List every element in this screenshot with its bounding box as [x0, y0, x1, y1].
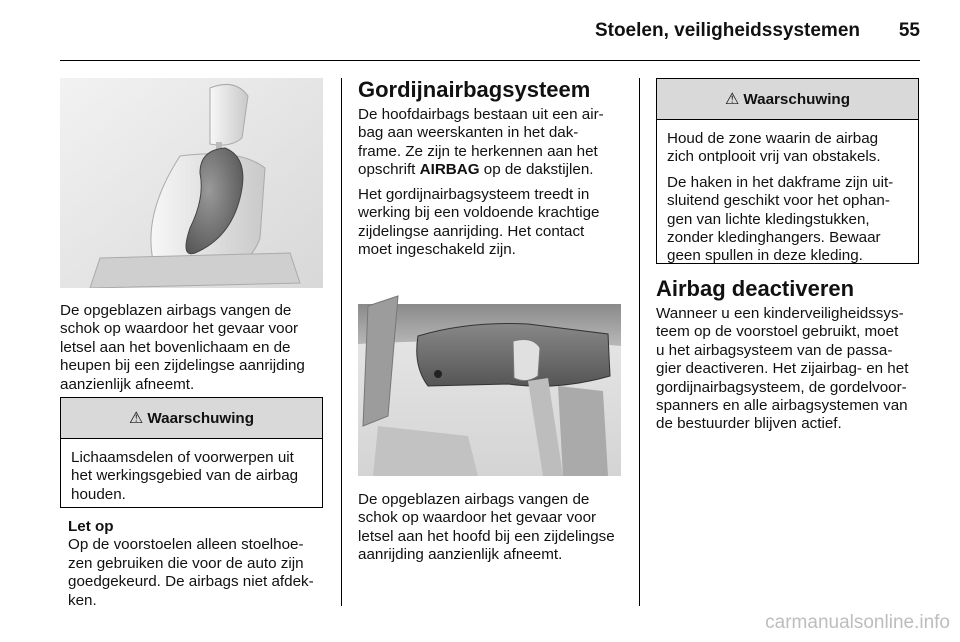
curtain-airbag-paragraph-1: De hoofdairbags bestaan uit een air- bag aan weerskanten in het dak- frame. Ze zijn te herkennen aan het opschrift AIRBAG op de dakstijlen. [358, 106, 604, 179]
warning-body: Houd de zone waarin de airbag zich ontplooit vrij van obstakels. De haken in het dakframe zijn uit- sluitend geschikt voor het ophan- gen van lichte kledingstukken, zonder kledinghangers. Bewaar geen spullen in deze kleding. [667, 130, 894, 265]
warning-header: ⚠ Waarschuwing [657, 79, 918, 120]
warning-body: Lichaamsdelen of voorwerpen uit het werkingsgebied van de airbag houden. [71, 449, 299, 503]
column-divider-1 [341, 78, 342, 606]
warning-triangle-icon: ⚠ [725, 91, 740, 108]
section-heading-curtain-airbag: Gordijnairbagsysteem [358, 77, 591, 102]
watermark: carmanualsonline.info [765, 612, 950, 633]
page-number: 55 [898, 20, 920, 41]
note-label: Let op [68, 518, 114, 535]
seat-airbag-caption: De opgeblazen airbags vangen de schok op waardoor het gevaar voor letsel aan het bovenlichaam en de heupen bij een zijdelingse aanrijding aanzienlijk afneemt. [60, 302, 305, 393]
column-divider-2 [639, 78, 640, 606]
curtain-airbag-illustration [358, 266, 621, 476]
warning-header: ⚠ Waarschuwing [61, 398, 322, 439]
note-block: Let op Op de voorstoelen alleen stoelhoe- zen gebruiken die voor de auto zijn goedgekeurd. De airbags niet afdek- ken. [68, 518, 330, 610]
page-header-title: Stoelen, veiligheidssystemen [594, 20, 860, 41]
airbag-deactivate-paragraph: Wanneer u een kinderveiligheidssys- teem op de voorstoel gebruikt, moet u het airbagsysteem van de passa- gier deactiveren. Het zijairbag- en het gordijnairbagsysteem, de gordelvoor- spanners en alle airbagsystemen van de bestuurder blijven actief. [656, 305, 909, 433]
header-rule [60, 60, 920, 61]
section-heading-airbag-deactivate: Airbag deactiveren [656, 276, 855, 301]
warning-box-2 [656, 78, 919, 264]
warning-box-1 [60, 397, 323, 508]
seat-airbag-illustration [60, 78, 323, 288]
curtain-airbag-caption: De opgeblazen airbags vangen de schok op waardoor het gevaar voor letsel aan het hoofd bij een zijdelingse aanrijding aanzienlijk afneemt. [358, 491, 615, 564]
curtain-airbag-paragraph-2: Het gordijnairbagsysteem treedt in werking bij een voldoende krachtige zijdelingse aanrijding. Het contact moet ingeschakeld zijn. [358, 186, 600, 259]
warning-triangle-icon: ⚠ [129, 410, 144, 427]
